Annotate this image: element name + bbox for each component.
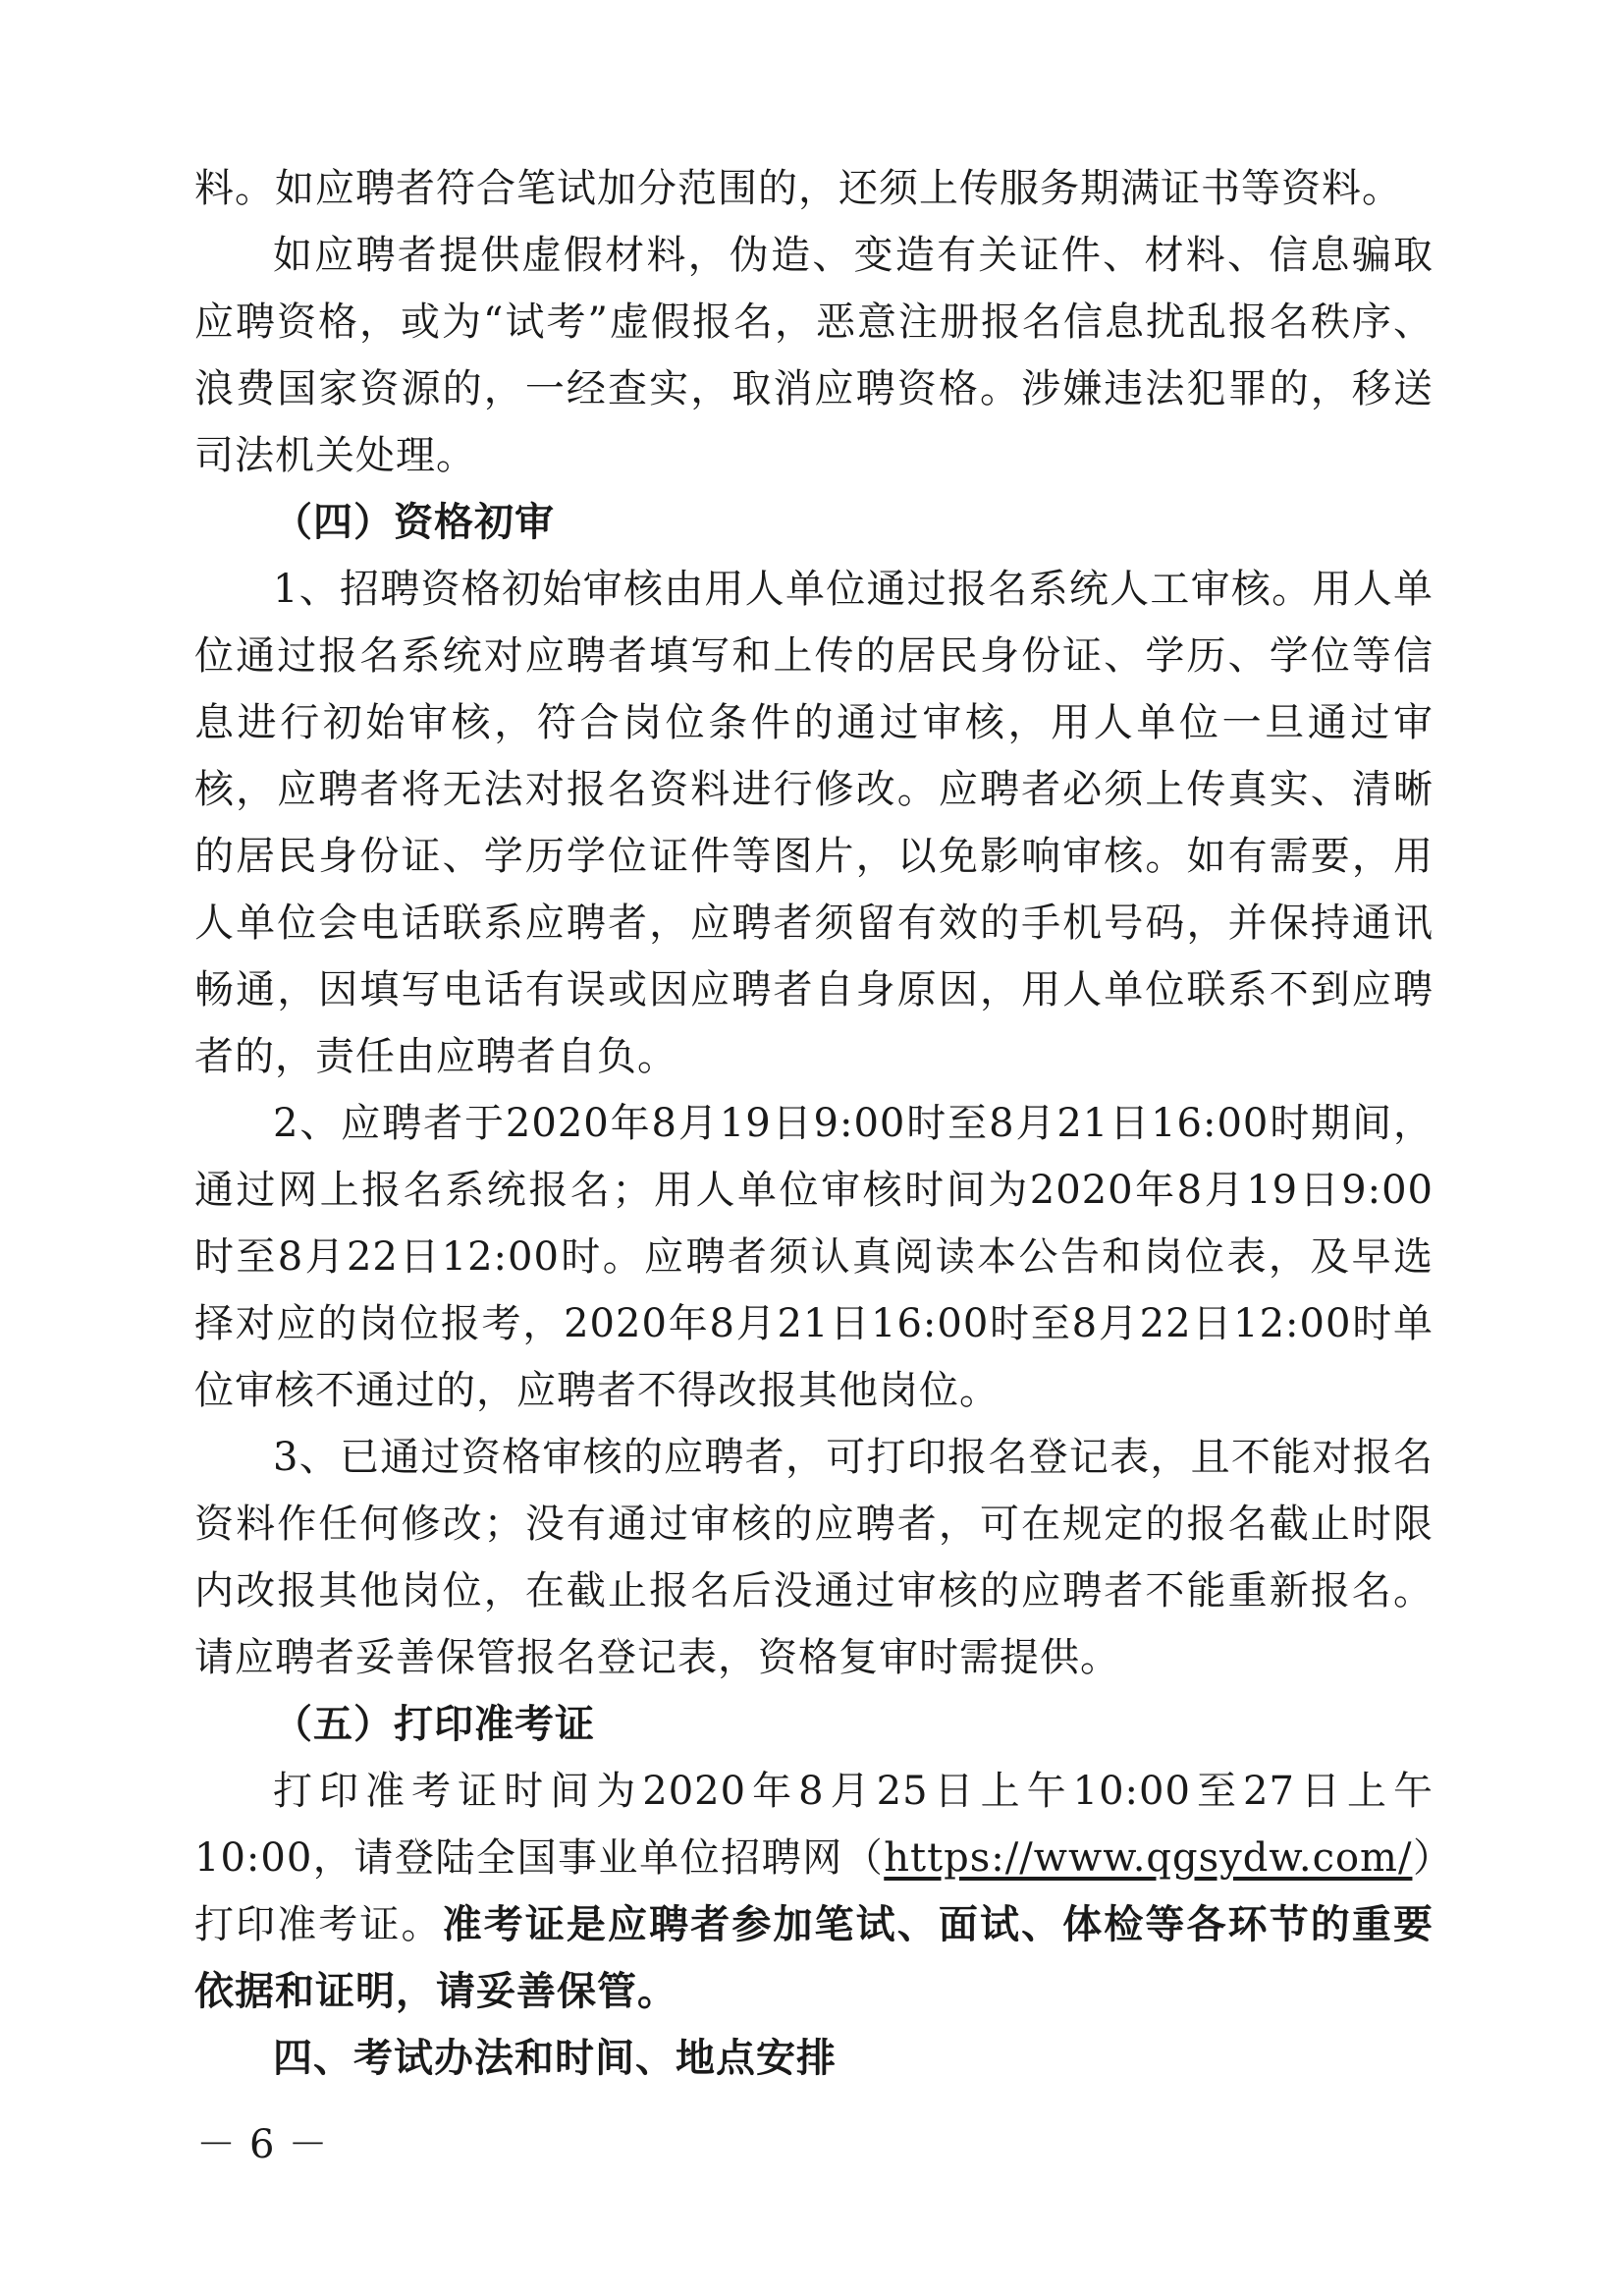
paragraph-review-3 — [194, 1424, 1434, 1691]
paragraph-6 — [194, 1758, 1434, 2025]
admission-text-b: ）打印准考证。 — [194, 1835, 1434, 1947]
paragraph-4: 2、应聘者于2020年8月19日9:00时至8月21日16:00时期间，通过网上报名系统报名；用人单位审核时间为2020年8月19日9:00时至8月22日12:00时。应聘者须认真阅读本公告和岗位表，及早选择对应的岗位报考，2020年8月21日16:00时至8月22日12:00时单位审核不通过的，应聘者不得改报其他岗位。 — [194, 1101, 1434, 1413]
page-number: －6－ — [196, 2122, 342, 2167]
paragraph-3: 1、招聘资格初始审核由用人单位通过报名系统人工审核。用人单位通过报名系统对应聘者填写和上传的居民身份证、学历、学位等信息进行初始审核，符合岗位条件的通过审核，用人单位一旦通过审核，应聘者将无法对报名资料进行修改。应聘者必须上传真实、清晰的居民身份证、学历学位证件等图片，以免影响审核。如有需要，用人单位会电话联系应聘者，应聘者须留有效的手机号码，并保持通讯畅通，因填写电话有误或因应聘者自身原因，用人单位联系不到应聘者的，责任由应聘者自负。 — [194, 567, 1434, 1079]
paragraph-continued — [194, 155, 1434, 222]
heading-qualification-review: （四）资格初审 — [273, 499, 555, 545]
admission-bold-note: 准考证是应聘者参加笔试、面试、体检等各环节的重要依据和证明，请妥善保管。 — [194, 1901, 1434, 2014]
paragraph-2: 如应聘者提供虚假材料，伪造、变造有关证件、材料、信息骗取应聘资格，或为“试考”虚假报名，恶意注册报名信息扰乱报名秩序、浪费国家资源的，一经查实，取消应聘资格。涉嫌违法犯罪的，移送司法机关处理。 — [194, 233, 1434, 478]
admission-text-a: 打印准考证时间为2020年8月25日上午10:00至27日上午10:00，请登陆全国事业单位招聘网（ — [194, 1769, 1434, 1881]
heading-exam-arrangement: 四、考试办法和时间、地点安排 — [273, 2035, 837, 2081]
paragraph-false-materials — [194, 222, 1434, 489]
section-heading-four — [194, 2025, 1434, 2092]
paragraph-admission — [194, 1758, 1434, 2025]
heading-print-admission: （五）打印准考证 — [273, 1701, 595, 1747]
section-heading-5 — [194, 1691, 1434, 1758]
paragraph-1: 料。如应聘者符合笔试加分范围的，还须上传服务期满证书等资料。 — [194, 166, 1402, 211]
paragraph-5: 3、已通过资格审核的应聘者，可打印报名登记表，且不能对报名资料作任何修改；没有通过审核的应聘者，可在规定的报名截止时限内改报其他岗位，在截止报名后没通过审核的应聘者不能重新报名。请应聘者妥善保管报名登记表，资格复审时需提供。 — [194, 1435, 1434, 1680]
paragraph-review-1 — [194, 556, 1434, 1090]
paragraph-review-2 — [194, 1090, 1434, 1424]
website-link[interactable]: https://www.qgsydw.com/ — [884, 1835, 1413, 1881]
section-heading-4 — [194, 489, 1434, 556]
